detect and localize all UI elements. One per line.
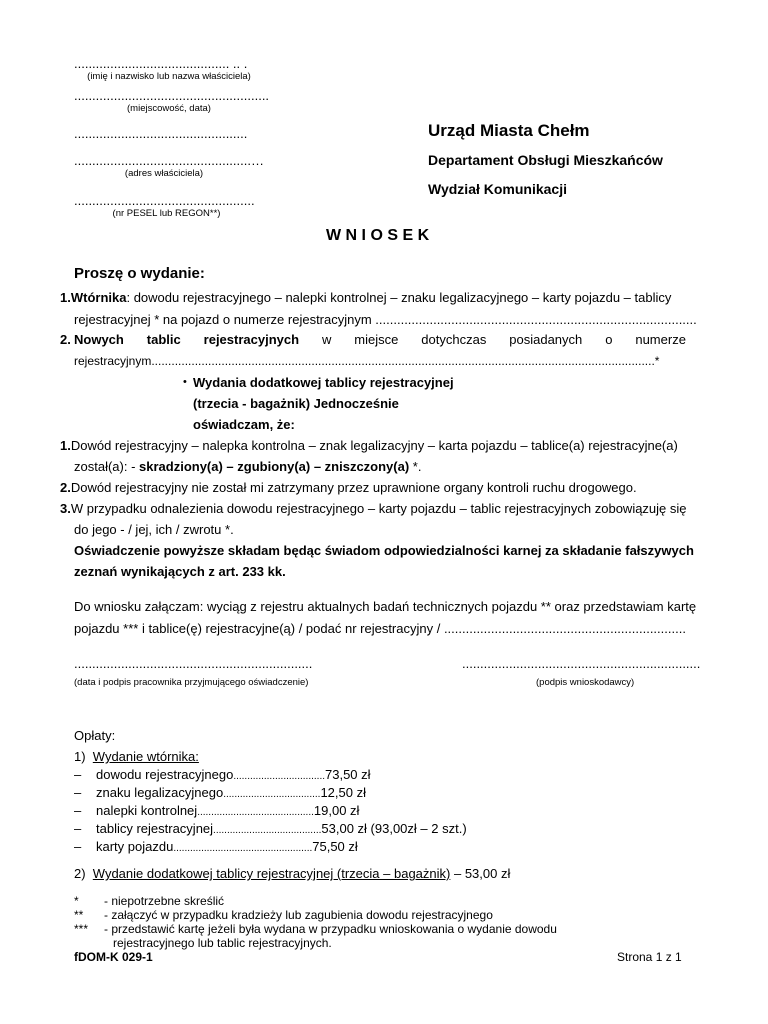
fee-item <box>74 821 81 836</box>
fee-item-price: 53,00 zł (93,00zł – 2 szt.) <box>321 821 467 836</box>
form-code: fDOM-K 029-1 <box>74 950 153 964</box>
request-item-2-number: 2. <box>60 332 71 347</box>
request-item-1-line2: rejestracyjnej * na pojazd o numerze rejestracyjnym ......................................................................................... <box>74 312 697 327</box>
request-item-1-text: : dowodu rejestracyjnego – nalepki kontrolnej – znaku legalizacyjnego – karty pojazdu – tablicy <box>126 290 672 305</box>
recipient-office: Urząd Miasta Chełm <box>428 121 590 140</box>
footnote-3-line2: rejestracyjnego lub tablic rejestracyjnych. <box>113 936 332 950</box>
request-item-1-number: 1. <box>60 290 71 305</box>
request-heading: Proszę o wydanie: <box>74 265 205 282</box>
fees-section-2-price: – 53,00 zł <box>450 866 511 881</box>
request-item-2-word: numerze <box>635 332 686 347</box>
declaration-1-text: Dowód rejestracyjny – nalepka kontrolna – znak legalizacyjny – karta pojazdu – tablice(a) rejestracyjne(a) <box>70 438 678 453</box>
footnote-3-mark: *** <box>74 922 89 936</box>
staff-signature-caption: (data i podpis pracownika przyjmującego oświadczenie) <box>74 677 309 688</box>
fees-section-1-title: Wydanie wtórnika: <box>92 749 199 764</box>
declaration-3-number: 3. <box>60 501 71 516</box>
extra-plate-line1: Wydania dodatkowej tablicy rejestracyjnej <box>193 375 454 390</box>
fee-item-price: 12,50 zł <box>320 785 366 800</box>
fee-item-dash: – <box>74 821 82 836</box>
address-line2-dots: .................................................… <box>74 153 264 168</box>
fees-section-2-number: 2) <box>74 866 86 881</box>
fee-item-name: dowodu rejestracyjnego <box>96 767 234 782</box>
request-item-2-word: miejsce <box>354 332 399 347</box>
owner-name-caption: (imię i nazwisko lub nazwa właściciela) <box>87 71 251 82</box>
fee-item-row <box>96 839 358 854</box>
footnote-1-mark: * <box>74 894 79 908</box>
fees-section-2 <box>74 866 510 881</box>
recipient-division: Wydział Komunikacji <box>428 181 567 197</box>
fee-item-dots: ................................... <box>223 789 321 800</box>
fee-item-dash: – <box>74 785 82 800</box>
declaration-2-number: 2. <box>60 480 71 495</box>
declaration-2 <box>60 480 637 495</box>
attachments-line1: Do wniosku załączam: wyciąg z rejestru aktualnych badań technicznych pojazdu ** oraz przedstawiam kartę <box>74 599 697 614</box>
staff-signature-dots: .................................................................. <box>74 656 313 671</box>
declaration-1-number: 1. <box>60 438 71 453</box>
fee-item-price: 19,00 zł <box>313 803 360 818</box>
declaration-2-text: Dowód rejestracyjny nie został mi zatrzymany przez uprawnione organy kontroli ruchu drogowego. <box>70 480 637 495</box>
fee-item-name: znaku legalizacyjnego <box>96 785 224 800</box>
page-number: Strona 1 z 1 <box>617 950 682 964</box>
owner-name-dots: ........................................... .. . <box>74 56 248 71</box>
fee-item-name: nalepki kontrolnej <box>96 803 198 818</box>
request-item-2-word: o <box>605 332 613 347</box>
applicant-signature-caption: (podpis wnioskodawcy) <box>536 677 635 688</box>
extra-plate-line2: (trzecia - bagażnik) Jednocześnie <box>193 396 399 411</box>
address-caption: (adres właściciela) <box>124 168 204 179</box>
fees-section-1 <box>74 749 199 764</box>
fee-item-dash: – <box>74 767 82 782</box>
declaration-1-suffix: *. <box>409 459 422 474</box>
fee-item-row <box>96 803 359 818</box>
request-item-1-bold: Wtórnika <box>70 290 127 305</box>
fee-item <box>74 767 81 782</box>
pesel-dots: .................................................. <box>74 193 255 208</box>
fee-item-price: 73,50 zł <box>325 767 371 782</box>
fee-item <box>74 839 81 854</box>
footnote-3-text: - przedstawić kartę jeżeli była wydana w przypadku wnioskowania o wydanie dowodu <box>104 922 557 936</box>
pesel-caption: (nr PESEL lub REGON**) <box>112 208 221 219</box>
attachments-line2: pojazdu *** i tablice(ę) rejestracyjne(ą) / podać nr rejestracyjny / ................................................................... <box>74 621 686 636</box>
fee-item-dash: – <box>74 803 82 818</box>
declaration-1-prefix: został(a): - <box>74 459 140 474</box>
request-item-2-word: dotychczas <box>421 332 487 347</box>
fee-item-dots: .......................................... <box>197 807 314 818</box>
place-date-caption: (miejscowość, data) <box>127 103 211 114</box>
fee-item-row <box>96 821 467 836</box>
bullet-icon: • <box>183 376 187 388</box>
request-item-2-line1 <box>74 332 686 347</box>
fee-item <box>74 785 81 800</box>
declaration-3-text: W przypadku odnalezienia dowodu rejestracyjnego – karty pojazdu – tablic rejestracyjnych zobowiązuję się <box>70 501 687 516</box>
declaration-3-line2: do jego - / jej, ich / zwrotu *. <box>74 522 234 537</box>
declaration-3 <box>60 501 687 516</box>
request-item-2-word: tablic <box>146 332 181 347</box>
declaration-1 <box>60 438 678 453</box>
document-title: W N I O S E K <box>326 227 430 244</box>
footnote-1-text: - niepotrzebne skreślić <box>104 894 225 908</box>
statement-line1: Oświadczenie powyższe składam będąc świadom odpowiedzialności karnej za składanie fałszywych <box>74 543 694 558</box>
fee-item-price: 75,50 zł <box>312 839 358 854</box>
footnote-2-text: - załączyć w przypadku kradzieży lub zagubienia dowodu rejestracyjnego <box>104 908 493 922</box>
request-item-2-word: posiadanych <box>509 332 583 347</box>
request-item-2-line2: rejestracyjnym.......................................................................................................................................................* <box>74 354 660 368</box>
applicant-signature-dots: .................................................................. <box>462 656 701 671</box>
fee-item <box>74 803 81 818</box>
fees-section-2-title: Wydanie dodatkowej tablicy rejestracyjnej (trzecia – bagażnik) <box>92 866 451 881</box>
fee-item-dash: – <box>74 839 82 854</box>
declaration-1-options: skradziony(a) – zgubiony(a) – zniszczony(a) <box>139 459 410 474</box>
place-date-dots: ...................................................... <box>74 88 270 103</box>
extra-plate-line3: oświadczam, że: <box>193 417 295 432</box>
fees-section-1-number: 1) <box>74 749 86 764</box>
request-item-2-word: w <box>321 332 332 347</box>
address-line1-dots: ................................................ <box>74 126 248 141</box>
fee-item-name: karty pojazdu <box>96 839 174 854</box>
fees-heading: Opłaty: <box>74 728 116 743</box>
fee-item-dots: ................................. <box>233 771 325 782</box>
statement-line2: zeznań wynikających z art. 233 kk. <box>74 564 286 579</box>
fee-item-name: tablicy rejestracyjnej <box>96 821 214 836</box>
fee-item-row <box>96 785 366 800</box>
fee-item-dots: ....................................... <box>213 825 322 836</box>
request-item-1 <box>60 290 671 305</box>
fee-item-row <box>96 767 371 782</box>
declaration-1-line2 <box>74 459 421 474</box>
request-item-2-word: Nowych <box>74 332 124 347</box>
recipient-department: Departament Obsługi Mieszkańców <box>428 152 663 168</box>
request-item-2-word: rejestracyjnych <box>203 332 300 347</box>
fee-item-dots: .................................................. <box>173 843 313 854</box>
footnote-2-mark: ** <box>74 908 84 922</box>
